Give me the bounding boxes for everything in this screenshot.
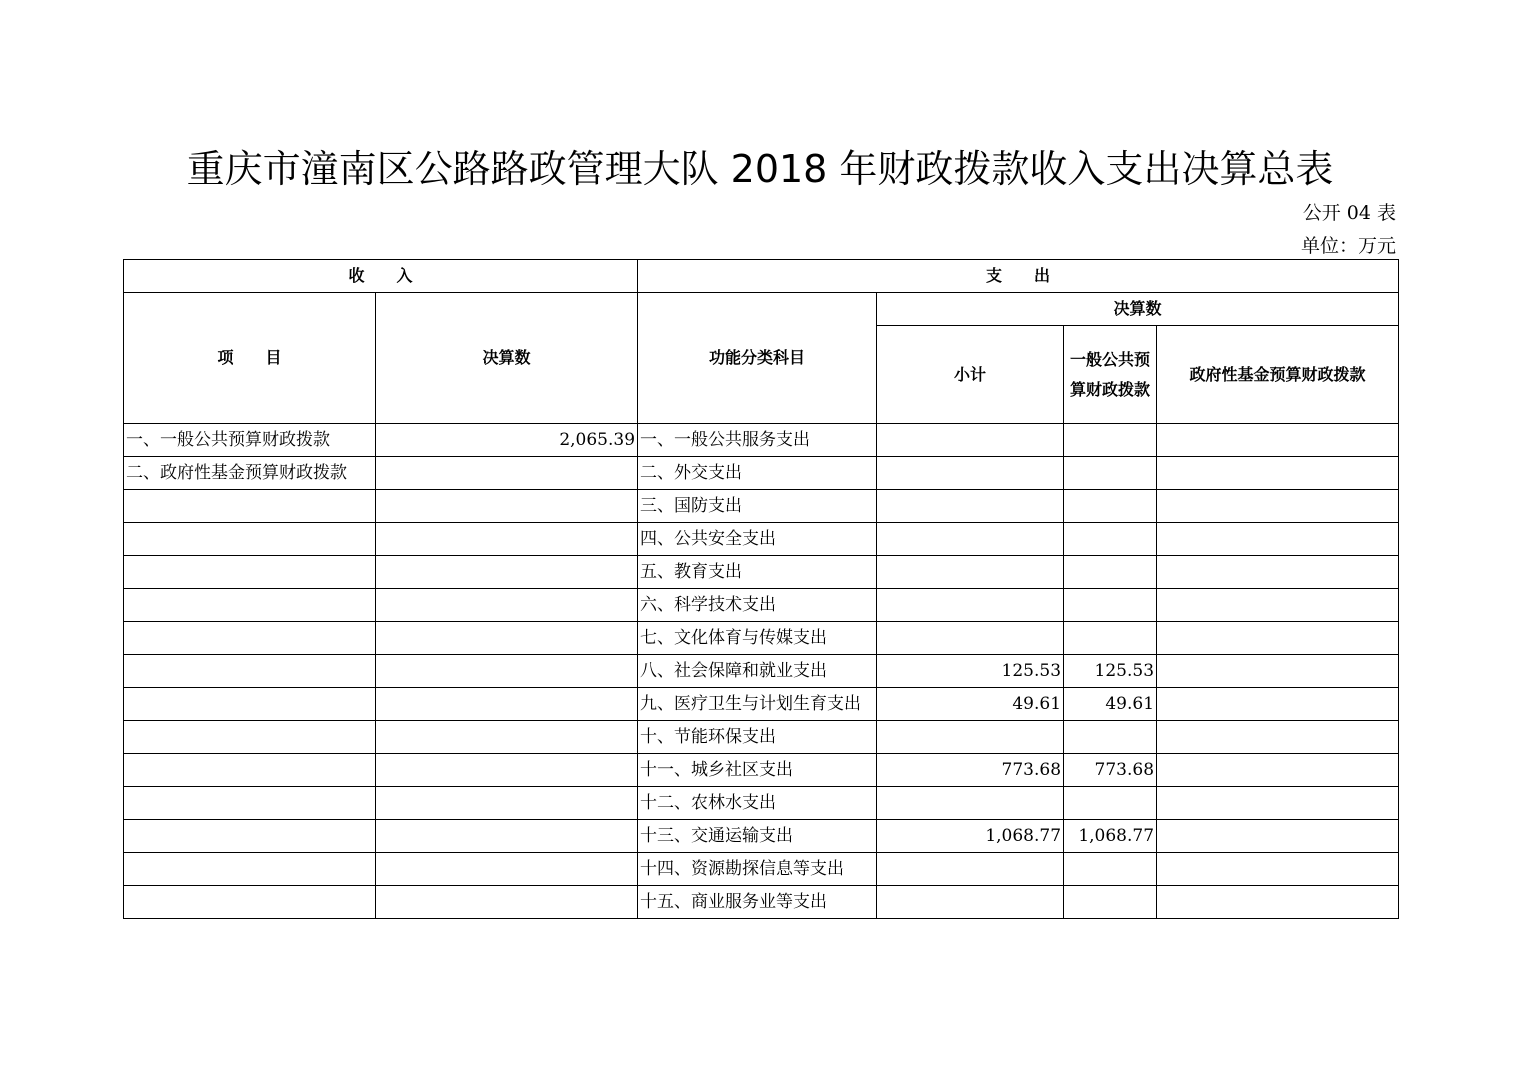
income-item-cell [124, 556, 376, 589]
general-budget-cell [1064, 556, 1157, 589]
income-item-cell [124, 820, 376, 853]
income-amount-cell: 2,065.39 [376, 424, 638, 457]
subtotal-cell: 125.53 [877, 655, 1064, 688]
gov-fund-cell [1157, 853, 1399, 886]
income-item-cell [124, 622, 376, 655]
table-row [124, 754, 1399, 787]
income-item-cell [124, 754, 376, 787]
gov-fund-cell [1157, 721, 1399, 754]
general-budget-cell [1064, 622, 1157, 655]
income-item-cell [124, 853, 376, 886]
general-budget-cell: 125.53 [1064, 655, 1157, 688]
table-row [124, 688, 1399, 721]
general-budget-cell [1064, 787, 1157, 820]
income-amount-cell [376, 820, 638, 853]
exp-item-cell: 十三、交通运输支出 [638, 820, 877, 853]
general-budget-cell [1064, 721, 1157, 754]
unit-label: 单位：万元 [1300, 235, 1396, 257]
gov-fund-cell [1157, 886, 1399, 919]
subtotal-cell [877, 787, 1064, 820]
subtotal-cell [877, 490, 1064, 523]
gov-fund-cell [1157, 622, 1399, 655]
exp-item-cell: 十一、城乡社区支出 [638, 754, 877, 787]
table-row [124, 457, 1399, 490]
income-amount-cell [376, 886, 638, 919]
income-header: 收 入 [124, 260, 638, 293]
general-budget-cell [1064, 853, 1157, 886]
subtotal-cell: 1,068.77 [877, 820, 1064, 853]
subtotal-cell: 49.61 [877, 688, 1064, 721]
general-budget-cell [1064, 490, 1157, 523]
exp-item-cell: 十五、商业服务业等支出 [638, 886, 877, 919]
income-item-cell [124, 655, 376, 688]
table-row [124, 556, 1399, 589]
table-row [124, 820, 1399, 853]
table-row [124, 787, 1399, 820]
exp-item-cell: 五、教育支出 [638, 556, 877, 589]
subtotal-cell [877, 424, 1064, 457]
income-amount-cell [376, 754, 638, 787]
exp-item-cell: 十四、资源勘探信息等支出 [638, 853, 877, 886]
table-code: 公开 04 表 [1302, 202, 1396, 224]
subtotal-cell [877, 457, 1064, 490]
income-amount-cell [376, 556, 638, 589]
exp-item-cell: 九、医疗卫生与计划生育支出 [638, 688, 877, 721]
subtotal-cell [877, 721, 1064, 754]
income-amount-cell [376, 523, 638, 556]
exp-item-cell: 十二、农林水支出 [638, 787, 877, 820]
income-amount-cell [376, 589, 638, 622]
func-subject-header: 功能分类科目 [638, 293, 877, 424]
income-amount-cell [376, 490, 638, 523]
exp-item-cell: 十、节能环保支出 [638, 721, 877, 754]
income-item-cell [124, 589, 376, 622]
exp-item-cell: 四、公共安全支出 [638, 523, 877, 556]
income-item-cell [124, 523, 376, 556]
exp-item-cell: 六、科学技术支出 [638, 589, 877, 622]
gov-fund-cell [1157, 655, 1399, 688]
income-amount-cell [376, 853, 638, 886]
subtotal-cell [877, 622, 1064, 655]
gov-fund-cell [1157, 523, 1399, 556]
income-item-cell [124, 886, 376, 919]
general-budget-cell [1064, 589, 1157, 622]
general-budget-cell: 773.68 [1064, 754, 1157, 787]
table-row [124, 523, 1399, 556]
table-row [124, 655, 1399, 688]
income-amount-cell [376, 655, 638, 688]
gov-fund-cell [1157, 787, 1399, 820]
general-budget-cell: 1,068.77 [1064, 820, 1157, 853]
amount-header: 决算数 [376, 293, 638, 424]
general-budget-cell [1064, 886, 1157, 919]
table-row [124, 721, 1399, 754]
subtotal-cell [877, 523, 1064, 556]
income-amount-cell [376, 721, 638, 754]
exp-item-cell: 八、社会保障和就业支出 [638, 655, 877, 688]
general-budget-cell [1064, 424, 1157, 457]
subtotal-cell [877, 556, 1064, 589]
final-amount-header: 决算数 [877, 293, 1399, 326]
general-budget-cell [1064, 523, 1157, 556]
exp-item-cell: 三、国防支出 [638, 490, 877, 523]
income-item-cell [124, 688, 376, 721]
income-amount-cell [376, 787, 638, 820]
gov-fund-cell [1157, 820, 1399, 853]
page-title: 重庆市潼南区公路路政管理大队 2018 年财政拨款收入支出决算总表 [186, 147, 1334, 191]
general-budget-header: 一般公共预算财政拨款 [1064, 326, 1157, 424]
table-row [124, 589, 1399, 622]
budget-table [123, 259, 1399, 919]
gov-fund-cell [1157, 754, 1399, 787]
gov-fund-cell [1157, 589, 1399, 622]
gov-fund-cell [1157, 490, 1399, 523]
general-budget-cell [1064, 457, 1157, 490]
income-item-cell [124, 721, 376, 754]
exp-item-cell: 七、文化体育与传媒支出 [638, 622, 877, 655]
income-item-cell [124, 490, 376, 523]
item-header: 项 目 [124, 293, 376, 424]
income-item-cell: 一、一般公共预算财政拨款 [124, 424, 376, 457]
table-row [124, 853, 1399, 886]
subtotal-cell: 773.68 [877, 754, 1064, 787]
table-row [124, 886, 1399, 919]
exp-item-cell: 一、一般公共服务支出 [638, 424, 877, 457]
gov-fund-header: 政府性基金预算财政拨款 [1157, 326, 1399, 424]
table-row [124, 424, 1399, 457]
table-row [124, 490, 1399, 523]
exp-item-cell: 二、外交支出 [638, 457, 877, 490]
subtotal-cell [877, 589, 1064, 622]
income-amount-cell [376, 457, 638, 490]
income-amount-cell [376, 622, 638, 655]
expenditure-header: 支 出 [638, 260, 1399, 293]
subtotal-cell [877, 886, 1064, 919]
gov-fund-cell [1157, 457, 1399, 490]
income-item-cell [124, 787, 376, 820]
income-item-cell: 二、政府性基金预算财政拨款 [124, 457, 376, 490]
income-amount-cell [376, 688, 638, 721]
gov-fund-cell [1157, 688, 1399, 721]
table-row [124, 622, 1399, 655]
gov-fund-cell [1157, 424, 1399, 457]
general-budget-cell: 49.61 [1064, 688, 1157, 721]
gov-fund-cell [1157, 556, 1399, 589]
subtotal-header: 小计 [877, 326, 1064, 424]
subtotal-cell [877, 853, 1064, 886]
